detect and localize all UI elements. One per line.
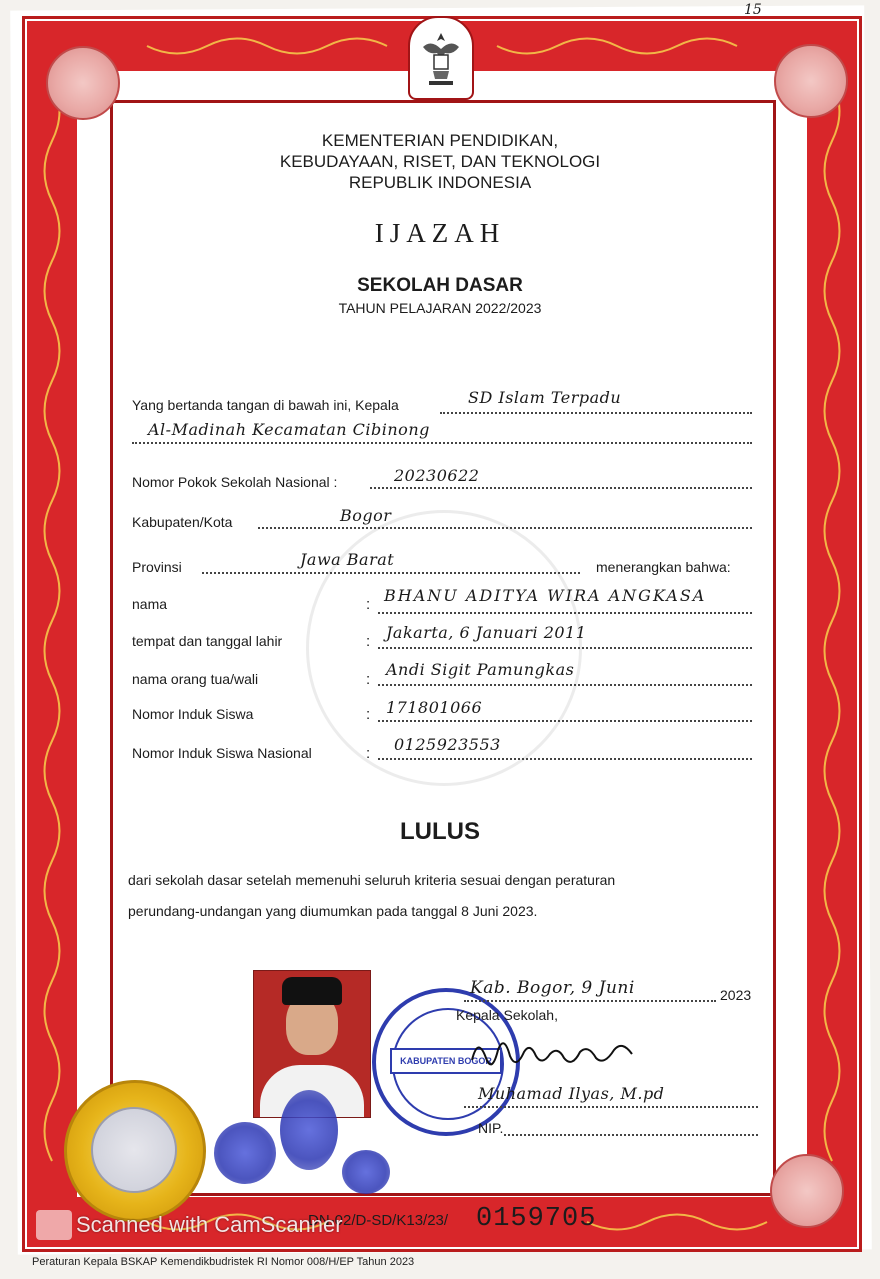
- dotted-line: [378, 647, 752, 649]
- document-title: IJAZAH: [374, 218, 506, 248]
- nis-value: 171801066: [386, 698, 483, 717]
- graduation-status: LULUS: [400, 818, 480, 845]
- stamp-center-text: KABUPATEN BOGOR: [390, 1048, 502, 1074]
- hologram-seal: [64, 1080, 206, 1222]
- nisn-value: 0125923553: [394, 735, 501, 754]
- fingerprint-icon: [342, 1150, 390, 1194]
- birth-value: Jakarta, 6 Januari 2011: [386, 623, 587, 642]
- dotted-line: [378, 720, 752, 722]
- npsn-label: Nomor Pokok Sekolah Nasional :: [132, 474, 338, 490]
- npsn-value: 20230622: [394, 466, 480, 485]
- signer-name: Muhamad Ilyas, M.pd: [478, 1084, 665, 1103]
- dotted-line: [258, 527, 752, 529]
- serial-number: 0159705: [476, 1204, 597, 1234]
- regency-value: Bogor: [340, 506, 392, 525]
- nis-label: Nomor Induk Siswa: [132, 706, 254, 722]
- fingerprint-icon: [214, 1122, 276, 1184]
- page-number-annotation: 15: [744, 2, 762, 18]
- school-type: SEKOLAH DASAR: [357, 275, 523, 296]
- dotted-line: [370, 487, 752, 489]
- footer-regulation: Peraturan Kepala BSKAP Kemendikbudristek RI Nomor 008/H/EP Tahun 2023: [32, 1256, 415, 1268]
- declares-label: menerangkan bahwa:: [596, 559, 731, 575]
- signature-place-date: Kab. Bogor, 9 Juni: [470, 978, 635, 998]
- corner-ornament-top-right: [774, 44, 848, 118]
- student-name-value: BHANU ADITYA WIRA ANGKASA: [384, 586, 707, 605]
- signature-role: Kepala Sekolah,: [456, 1007, 558, 1023]
- colon: :: [366, 745, 371, 762]
- dotted-line: [378, 612, 752, 614]
- principal-label: Yang bertanda tangan di bawah ini, Kepala: [132, 397, 399, 413]
- dotted-line: [440, 412, 752, 414]
- academic-year: TAHUN PELAJARAN 2022/2023: [338, 300, 542, 316]
- garuda-emblem-icon: [408, 16, 474, 100]
- statement-line-1: dari sekolah dasar setelah memenuhi seluruh kriteria sesuai dengan peraturan: [128, 872, 616, 888]
- parent-value: Andi Sigit Pamungkas: [386, 660, 575, 679]
- dotted-line: [378, 758, 752, 760]
- dotted-line: [132, 442, 752, 444]
- dotted-line: [378, 684, 752, 686]
- fingerprint-icon: [280, 1090, 338, 1170]
- corner-ornament-top-left: [46, 46, 120, 120]
- serial-prefix: DN-02/D-SD/K13/23/: [308, 1212, 449, 1229]
- ministry-line-1: KEMENTERIAN PENDIDIKAN,: [321, 131, 559, 150]
- principal-signature: [468, 1030, 638, 1078]
- dotted-line: [202, 572, 580, 574]
- nip-label: NIP.: [478, 1120, 504, 1136]
- province-value: Jawa Barat: [300, 550, 395, 569]
- corner-ornament-bottom-right: [770, 1154, 844, 1228]
- dotted-line: [464, 1106, 758, 1108]
- ministry-line-3: REPUBLIK INDONESIA: [348, 173, 532, 192]
- school-name-line2: Al-Madinah Kecamatan Cibinong: [148, 420, 430, 439]
- ministry-header: [0, 130, 880, 193]
- colon: :: [366, 596, 371, 613]
- nisn-label: Nomor Induk Siswa Nasional: [132, 745, 312, 761]
- statement-line-2: perundang-undangan yang diumumkan pada tanggal 8 Juni 2023.: [128, 903, 538, 919]
- dotted-line: [464, 1000, 716, 1002]
- parent-label: nama orang tua/wali: [132, 671, 259, 687]
- signature-year: 2023: [720, 987, 752, 1003]
- province-label: Provinsi: [132, 559, 182, 575]
- camscanner-icon: [36, 1210, 72, 1240]
- colon: :: [366, 671, 371, 688]
- colon: :: [366, 633, 371, 650]
- scanner-watermark: Scanned with CamScanner: [76, 1212, 343, 1237]
- dotted-line: [504, 1134, 758, 1136]
- colon: :: [366, 706, 371, 723]
- name-label: nama: [132, 596, 168, 612]
- ministry-line-2: KEBUDAYAAN, RISET, DAN TEKNOLOGI: [279, 152, 601, 171]
- regency-label: Kabupaten/Kota: [132, 514, 233, 530]
- school-name-line1: SD Islam Terpadu: [468, 388, 622, 407]
- birth-label: tempat dan tanggal lahir: [132, 633, 283, 649]
